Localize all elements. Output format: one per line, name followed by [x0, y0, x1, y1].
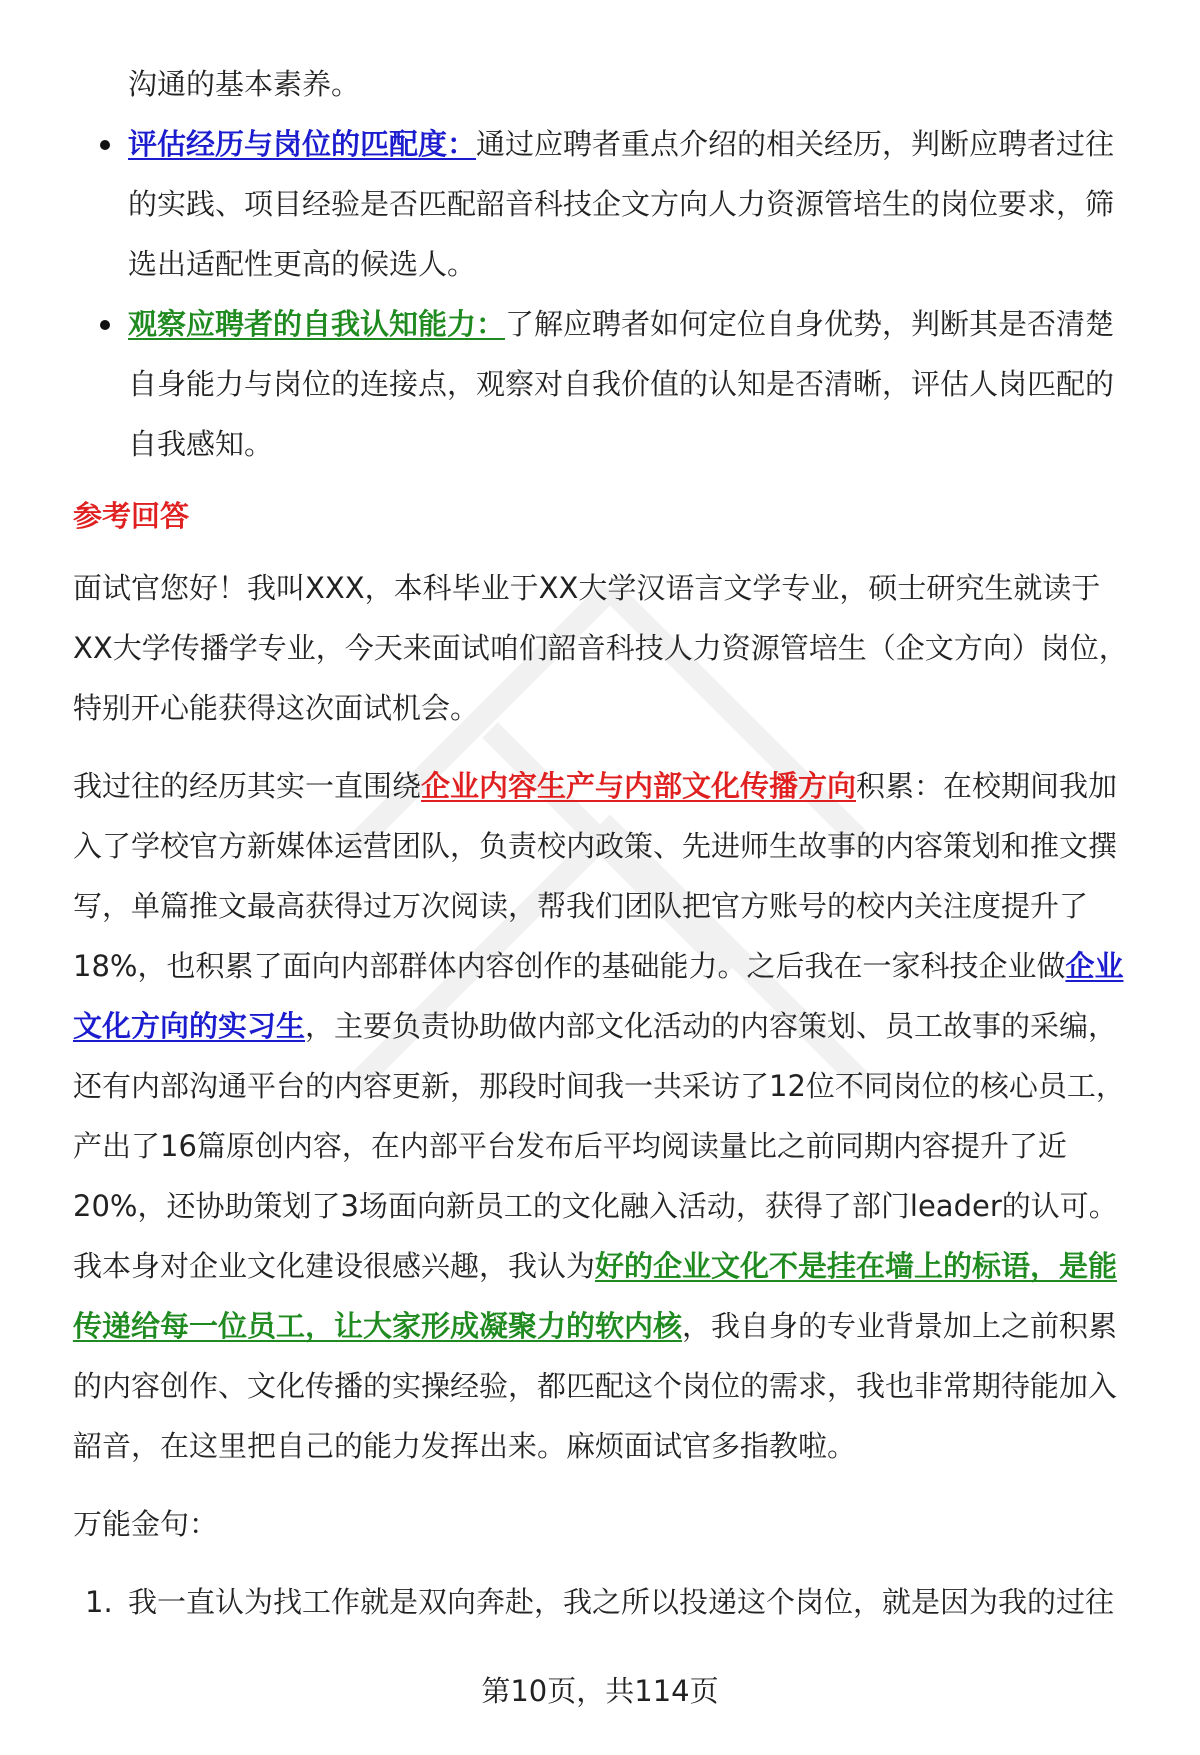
- list-number: 1.: [85, 1585, 113, 1619]
- numbered-item: [73, 1572, 1153, 1632]
- text-run: 积累：在校期间我加: [856, 769, 1118, 803]
- paragraph-line: 产出了16篇原创内容，在内部平台发布后平均阅读量比之前同期内容提升了近: [73, 1129, 1067, 1163]
- bullet-label: 观察应聘者的自我认知能力：: [128, 307, 506, 341]
- paragraph-line: 入了学校官方新媒体运营团队，负责校内政策、先进师生故事的内容策划和推文撰: [73, 829, 1118, 863]
- text-run: 18%，也积累了面向内部群体内容创作的基础能力。之后我在一家科技企业做: [73, 949, 1066, 983]
- page-footer: 第10页，共114页: [481, 1674, 719, 1708]
- bullet-text-line: 的实践、项目经验是否匹配韶音科技企文方向人力资源管培生的岗位要求，筛: [128, 187, 1115, 221]
- text-run: ，我自身的专业背景加上之前积累: [682, 1309, 1118, 1343]
- highlight-blue: 企业: [1065, 949, 1124, 983]
- paragraph-line: 20%，还协助策划了3场面向新员工的文化融入活动，获得了部门leader的认可。: [73, 1189, 1118, 1223]
- paragraph-line: [73, 936, 1153, 996]
- bullet-item-match: [73, 114, 1153, 174]
- paragraph-line: 面试官您好！我叫XXX，本科毕业于XX大学汉语言文学专业，硕士研究生就读于: [73, 571, 1101, 605]
- numbered-item-text: 我一直认为找工作就是双向奔赴，我之所以投递这个岗位，就是因为我的过往: [128, 1585, 1115, 1619]
- bullet-text-line: 自我感知。: [128, 427, 274, 461]
- text-run: ，主要负责协助做内部文化活动的内容策划、员工故事的采编，: [305, 1009, 1118, 1043]
- paragraph-line: XX大学传播学专业，今天来面试咱们韶音科技人力资源管培生（企文方向）岗位，: [73, 631, 1128, 665]
- paragraph-line: 写，单篇推文最高获得过万次阅读，帮我们团队把官方账号的校内关注度提升了: [73, 889, 1089, 923]
- bullet-continuation: 沟通的基本素养。: [128, 67, 361, 101]
- highlight-green: 好的企业文化不是挂在墙上的标语，是能: [595, 1249, 1118, 1283]
- highlight-green: 传递给每一位员工，让大家形成凝聚力的软内核: [73, 1309, 683, 1343]
- paragraph-line: [73, 1236, 1153, 1296]
- bullet-dot-icon: [100, 320, 110, 330]
- bullet-text: 通过应聘者重点介绍的相关经历，判断应聘者过往: [476, 127, 1115, 161]
- highlight-red: 企业内容生产与内部文化传播方向: [421, 769, 857, 803]
- bullet-text-line: 自身能力与岗位的连接点，观察对自我价值的认知是否清晰，评估人岗匹配的: [128, 367, 1115, 401]
- text-run: 我本身对企业文化建设很感兴趣，我认为: [73, 1249, 596, 1283]
- paragraph-line: 特别开心能获得这次面试机会。: [73, 691, 480, 725]
- bullet-item-self-awareness: [73, 294, 1153, 354]
- bullet-dot-icon: [100, 140, 110, 150]
- bullet-text: 了解应聘者如何定位自身优势，判断其是否清楚: [505, 307, 1115, 341]
- bullet-label: 评估经历与岗位的匹配度：: [128, 127, 477, 161]
- highlight-blue: 文化方向的实习生: [73, 1009, 306, 1043]
- document-content: [73, 54, 1153, 1632]
- paragraph-line: 韶音，在这里把自己的能力发挥出来。麻烦面试官多指教啦。: [73, 1429, 857, 1463]
- bullet-text-line: 选出适配性更高的候选人。: [128, 247, 477, 281]
- golden-phrases-label: 万能金句：: [73, 1507, 219, 1541]
- paragraph-line: [73, 756, 1153, 816]
- paragraph-line: [73, 1296, 1153, 1356]
- paragraph-line: 的内容创作、文化传播的实操经验，都匹配这个岗位的需求，我也非常期待能加入: [73, 1369, 1118, 1403]
- paragraph-line: [73, 996, 1153, 1056]
- section-title: 参考回答: [73, 499, 190, 533]
- paragraph-line: 还有内部沟通平台的内容更新，那段时间我一共采访了12位不同岗位的核心员工，: [73, 1069, 1125, 1103]
- text-run: 我过往的经历其实一直围绕: [73, 769, 422, 803]
